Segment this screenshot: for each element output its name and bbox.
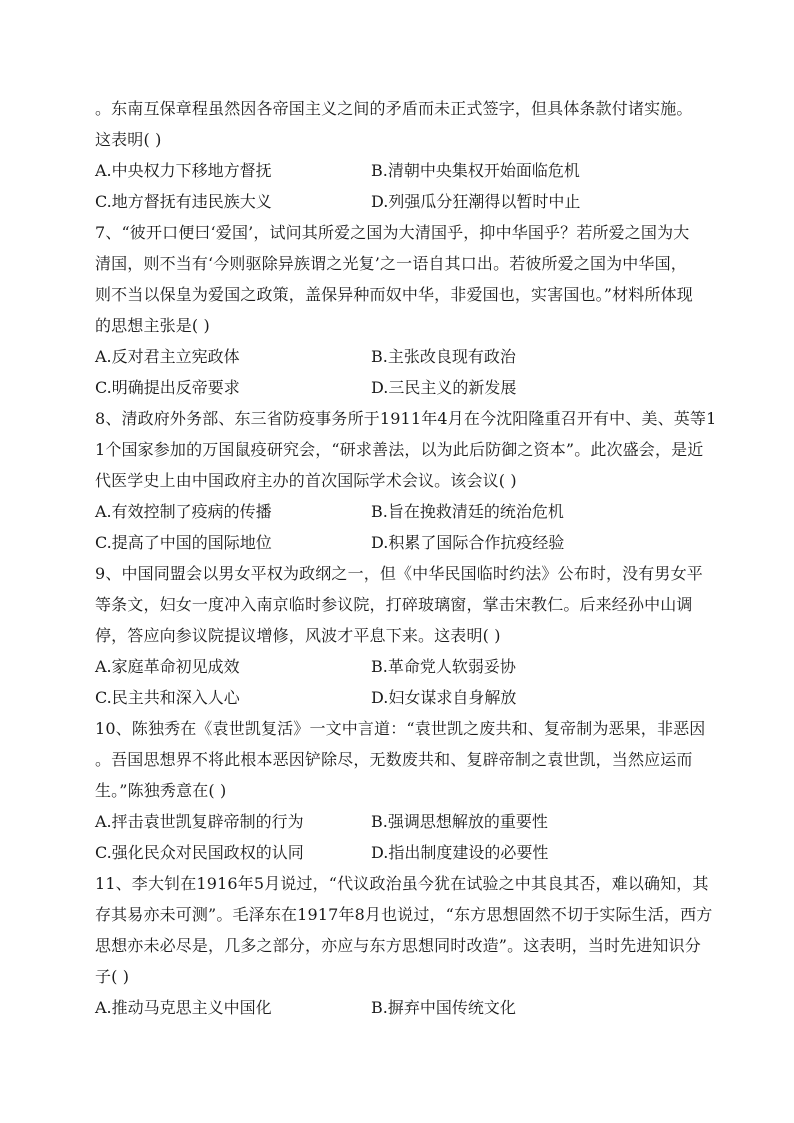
option-a[interactable]: A.家庭革命初见成效: [95, 657, 240, 676]
option-c[interactable]: C.民主共和深入人心: [95, 688, 240, 707]
question-7: [95, 217, 700, 403]
stem-line: 。吾国思想界不将此根本恶因铲除尽，无数废共和、复辟帝制之袁世凯，当然应运而: [95, 750, 693, 769]
stem-line: 的思想主张是( ): [95, 316, 210, 335]
stem-line: 等条文，妇女一度冲入南京临时参议院，打碎玻璃窗，掌击宋教仁。后来经孙中山调: [95, 595, 693, 614]
option-row: [95, 496, 700, 527]
option-row: [95, 992, 700, 1023]
option-b[interactable]: B.革命党人软弱妥协: [371, 657, 516, 676]
stem-line: 8、清政府外务部、东三省防疫事务所于1911年4月在今沈阳隆重召开有中、美、英等1: [95, 409, 717, 428]
option-c[interactable]: C.提高了中国的国际地位: [95, 533, 272, 552]
exam-page: [95, 93, 717, 1023]
option-d[interactable]: D.妇女谋求自身解放: [371, 688, 517, 707]
stem-line: 1个国家参加的万国鼠疫研究会，“研求善法，以为此后防御之资本”。此次盛会，是近: [95, 440, 704, 459]
stem-line: 代医学史上由中国政府主办的首次国际学术会议。该会议( ): [95, 471, 517, 490]
option-b[interactable]: B.清朝中央集权开始面临危机: [371, 161, 580, 180]
option-d[interactable]: D.指出制度建设的必要性: [371, 843, 549, 862]
option-row: [95, 341, 700, 372]
option-a[interactable]: A.有效控制了疫病的传播: [95, 502, 272, 521]
option-row: [95, 837, 700, 868]
option-a[interactable]: A.推动马克思主义中国化: [95, 998, 272, 1017]
stem-line: 7、“彼开口便曰‘爱国’，试问其所爱之国为大清国乎，抑中华国乎？若所爱之国为大: [95, 223, 690, 242]
stem-line: 11、李大钊在1916年5月说过，“代议政治虽今犹在试验之中其良其否，难以确知，其: [95, 874, 709, 893]
option-row: [95, 651, 700, 682]
stem-line: 则不当以保皇为爱国之政策，盖保异种而奴中华，非爱国也，实害国也。”材料所体现: [95, 285, 693, 304]
option-row: [95, 155, 700, 186]
stem-line: 9、中国同盟会以男女平权为政纲之一，但《中华民国临时约法》公布时，没有男女平: [95, 564, 703, 583]
question-10: [95, 713, 706, 868]
option-row: [95, 806, 700, 837]
stem-line: 10、陈独秀在《袁世凯复活》一文中言道：“袁世凯之废共和、复帝制为恶果，非恶因: [95, 719, 706, 738]
stem-line: 。东南互保章程虽然因各帝国主义之间的矛盾而未正式签字，但具体条款付诸实施。: [95, 99, 693, 118]
option-a[interactable]: A.中央权力下移地方督抚: [95, 161, 272, 180]
option-c[interactable]: C.明确提出反帝要求: [95, 378, 240, 397]
stem-line: 存其易亦未可测”。毛泽东在1917年8月也说过，“东方思想固然不切于实际生活，西方: [95, 905, 713, 924]
option-b[interactable]: B.强调思想解放的重要性: [371, 812, 548, 831]
option-row: [95, 186, 700, 217]
option-b[interactable]: B.摒弃中国传统文化: [371, 998, 516, 1017]
stem-line: 这表明( ): [95, 130, 162, 149]
stem-line: 生。”陈独秀意在( ): [95, 781, 227, 800]
option-d[interactable]: D.列强瓜分狂潮得以暂时中止: [371, 192, 581, 211]
stem-line: 思想亦未必尽是，几多之部分，亦应与东方思想同时改造”。这表明，当时先进知识分: [95, 936, 701, 955]
option-d[interactable]: D.积累了国际合作抗疫经验: [371, 533, 565, 552]
option-a[interactable]: A.抨击袁世凯复辟帝制的行为: [95, 812, 304, 831]
question-9: [95, 558, 703, 713]
question-6-continuation: [95, 93, 700, 217]
stem-line: 清国，则不当有‘今则驱除异族谓之光复’之一语自其口出。若彼所爱之国为中华国，: [95, 254, 687, 273]
stem-line: 子( ): [95, 967, 130, 986]
option-c[interactable]: C.强化民众对民国政权的认同: [95, 843, 304, 862]
option-row: [95, 372, 700, 403]
stem-line: 停，答应向参议院提议增修，风波才平息下来。这表明( ): [95, 626, 501, 645]
option-row: [95, 682, 700, 713]
option-c[interactable]: C.地方督抚有违民族大义: [95, 192, 272, 211]
question-8: [95, 403, 717, 558]
option-d[interactable]: D.三民主义的新发展: [371, 378, 517, 397]
option-b[interactable]: B.旨在挽救清廷的统治危机: [371, 502, 564, 521]
option-row: [95, 527, 700, 558]
option-a[interactable]: A.反对君主立宪政体: [95, 347, 240, 366]
option-b[interactable]: B.主张改良现有政治: [371, 347, 516, 366]
question-11: [95, 868, 713, 1023]
